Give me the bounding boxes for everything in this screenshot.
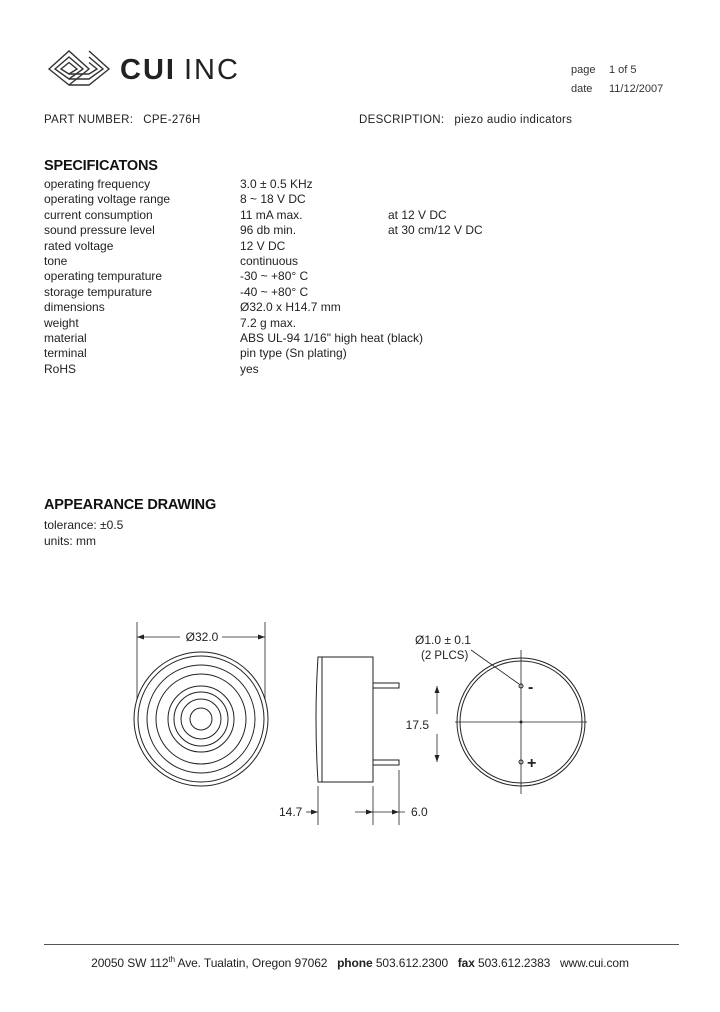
date-info (571, 83, 663, 95)
footer-divider (44, 944, 679, 945)
back-view (455, 650, 587, 794)
page-label: page (571, 64, 596, 76)
spec-value: 12 V DC (240, 238, 286, 253)
dim-hole: Ø1.0 ± 0.1 (415, 633, 471, 647)
spec-value: ABS UL-94 1/16" high heat (black) (240, 331, 424, 345)
spec-value: 3.0 ± 0.5 KHz (240, 177, 313, 191)
tolerance-note: tolerance: ±0.5 (44, 518, 124, 532)
part-number-value: CPE-276H (143, 114, 201, 126)
spec-label: storage tempurature (44, 284, 153, 299)
footer (0, 955, 720, 970)
footer-fax: 503.612.2383 (478, 956, 551, 970)
dim-pin-spacing: 17.5 (405, 718, 429, 732)
footer-phone-label: phone (337, 956, 373, 970)
units-note: units: mm (44, 534, 97, 548)
spec-label: operating tempurature (44, 269, 163, 284)
spec-label: rated voltage (44, 238, 114, 253)
spec-value: 96 db min. (240, 223, 297, 238)
description-value: piezo audio indicators (454, 114, 573, 126)
footer-address: 20050 SW 112th Ave. Tualatin, Oregon 97062 (91, 955, 328, 970)
spec-value: pin type (Sn plating) (240, 346, 347, 361)
dim-height: 14.7 (279, 805, 303, 819)
spec-label: sound pressure level (44, 223, 155, 238)
cui-logo-icon (45, 47, 113, 89)
spec-label: terminal (44, 346, 87, 361)
description-label: DESCRIPTION: (359, 114, 445, 126)
spec-value: -30 ~ +80° C (240, 269, 309, 284)
spec-value: 11 mA max. (240, 207, 303, 222)
spec-value: 7.2 g max. (240, 315, 297, 330)
dim-diameter: Ø32.0 (185, 630, 219, 644)
spec-label: operating frequency (44, 177, 151, 191)
side-view (316, 657, 399, 782)
footer-website[interactable]: www.cui.com (559, 956, 629, 970)
front-view (134, 652, 268, 786)
spec-value: -40 ~ +80° C (240, 284, 309, 299)
footer-phone: 503.612.2300 (375, 956, 449, 970)
spec-label: tone (44, 254, 68, 268)
spec-label: current consumption (44, 207, 153, 222)
footer-fax-label: fax (457, 956, 475, 970)
spec-label: material (44, 331, 87, 345)
page-info (571, 64, 637, 76)
plus-terminal-label: + (527, 755, 537, 772)
minus-terminal-label: - (528, 679, 534, 696)
company-logo: CUI INC (120, 54, 240, 86)
spec-label: dimensions (44, 300, 105, 315)
spec-label: weight (44, 315, 79, 330)
dim-pin-length: 6.0 (411, 805, 428, 819)
specifications-title: SPECIFICATONS (44, 158, 158, 174)
spec-value: Ø32.0 x H14.7 mm (240, 300, 341, 315)
spec-value: continuous (240, 254, 299, 268)
appearance-drawing (0, 600, 720, 840)
spec-value: 8 ~ 18 V DC (240, 192, 306, 207)
appearance-title: APPEARANCE DRAWING (44, 497, 217, 513)
spec-condition: at 12 V DC (388, 207, 447, 222)
spec-condition: at 30 cm/12 V DC (388, 223, 483, 238)
date-value: 11/12/2007 (609, 83, 664, 95)
spec-label: operating voltage range (44, 192, 171, 207)
spec-label: RoHS (44, 361, 77, 376)
part-number-label: PART NUMBER: (44, 114, 134, 126)
dim-hole-count: (2 PLCS) (421, 650, 469, 662)
part-number (44, 114, 201, 126)
date-label: date (571, 83, 593, 95)
description (359, 114, 572, 126)
page-value: 1 of 5 (609, 64, 637, 76)
spec-value: yes (240, 361, 259, 376)
